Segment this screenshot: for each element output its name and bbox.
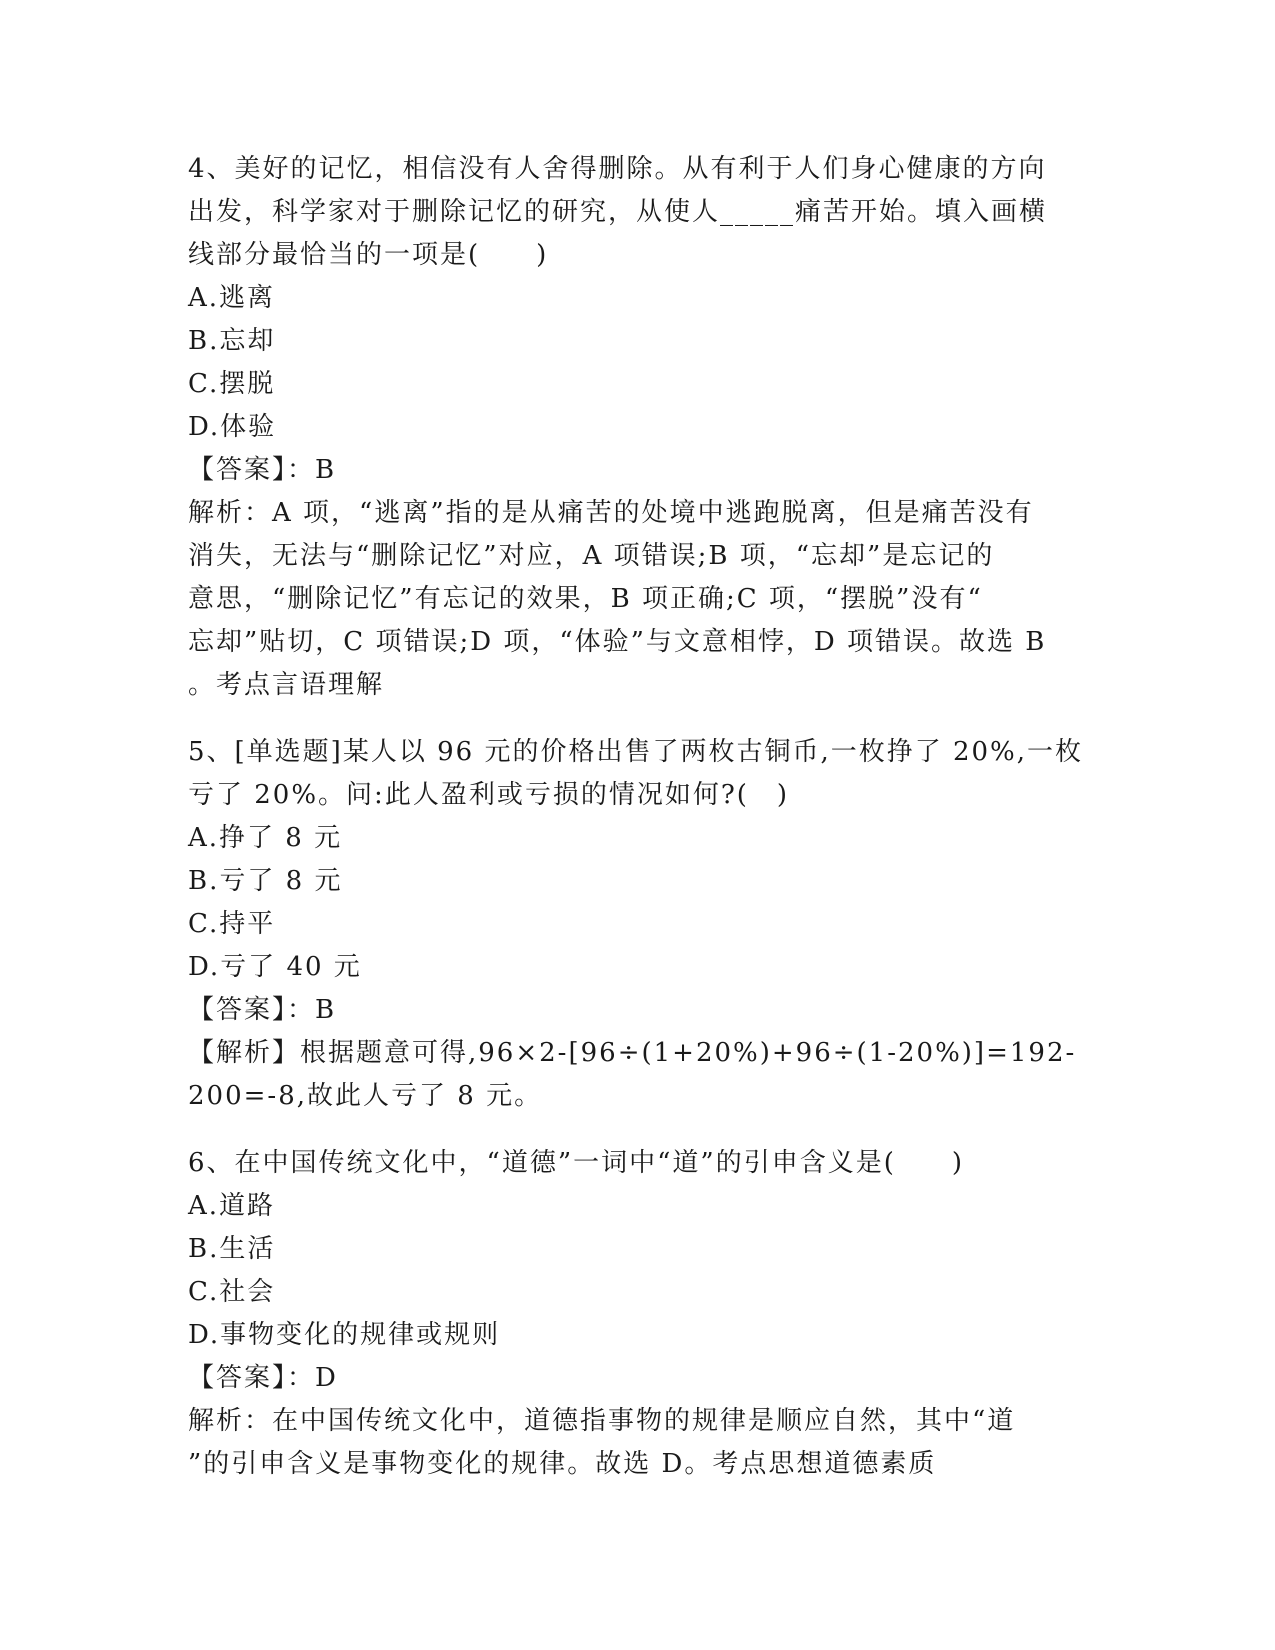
question-text-line: 亏了 20%。问:此人盈利或亏损的情况如何?( ) bbox=[188, 780, 790, 810]
question-gap bbox=[188, 1118, 1088, 1142]
option-b: B.亏了 8 元 bbox=[188, 866, 343, 896]
option-d: D.亏了 40 元 bbox=[188, 952, 362, 982]
answer-line: 【答案】：B bbox=[188, 455, 337, 485]
option-b: B.生活 bbox=[188, 1234, 276, 1264]
option-b: B.忘却 bbox=[188, 326, 276, 356]
question-text-line: 6、在中国传统文化中，“道德”一词中“道”的引申含义是( ) bbox=[188, 1148, 964, 1178]
explanation-line: 【解析】根据题意可得,96×2-[96÷(1+20%)+96÷(1-20%)]=192- bbox=[188, 1038, 1077, 1068]
answer-line: 【答案】：D bbox=[188, 1363, 338, 1393]
question-text-line: 4、美好的记忆，相信没有人舍得删除。从有利于人们身心健康的方向 bbox=[188, 154, 1047, 184]
explanation-line: 意思，“删除记忆”有忘记的效果，B 项正确;C 项，“摆脱”没有“ bbox=[188, 584, 983, 614]
question-gap bbox=[188, 707, 1088, 731]
explanation-line: ”的引申含义是事物变化的规律。故选 D。考点思想道德素质 bbox=[188, 1449, 937, 1479]
document-page bbox=[188, 148, 1088, 1486]
option-c: C.社会 bbox=[188, 1277, 276, 1307]
explanation-line: 解析：A 项，“逃离”指的是从痛苦的处境中逃跑脱离，但是痛苦没有 bbox=[188, 498, 1034, 528]
answer-line: 【答案】：B bbox=[188, 995, 337, 1025]
explanation-line: 解析：在中国传统文化中，道德指事物的规律是顺应自然，其中“道 bbox=[188, 1406, 1016, 1436]
question-block bbox=[188, 1142, 1088, 1486]
explanation-line: 。考点言语理解 bbox=[188, 670, 385, 700]
option-c: C.摆脱 bbox=[188, 369, 276, 399]
option-a: A.道路 bbox=[188, 1191, 276, 1221]
question-block bbox=[188, 731, 1088, 1118]
option-d: D.事物变化的规律或规则 bbox=[188, 1320, 501, 1350]
option-a: A.挣了 8 元 bbox=[188, 823, 343, 853]
question-text-line: 线部分最恰当的一项是( ) bbox=[188, 240, 549, 270]
question-block bbox=[188, 148, 1088, 707]
option-c: C.持平 bbox=[188, 909, 276, 939]
explanation-line: 消失，无法与“删除记忆”对应，A 项错误;B 项，“忘却”是忘记的 bbox=[188, 541, 995, 571]
option-a: A.逃离 bbox=[188, 283, 276, 313]
question-text-line: 出发，科学家对于删除记忆的研究，从使人_____痛苦开始。填入画横 bbox=[188, 197, 1048, 227]
question-text-line: 5、[单选题]某人以 96 元的价格出售了两枚古铜币,一枚挣了 20%,一枚 bbox=[188, 737, 1084, 767]
explanation-line: 200=-8,故此人亏了 8 元。 bbox=[188, 1081, 543, 1111]
option-d: D.体验 bbox=[188, 412, 277, 442]
explanation-line: 忘却”贴切，C 项错误;D 项，“体验”与文意相悖，D 项错误。故选 B bbox=[188, 627, 1047, 657]
